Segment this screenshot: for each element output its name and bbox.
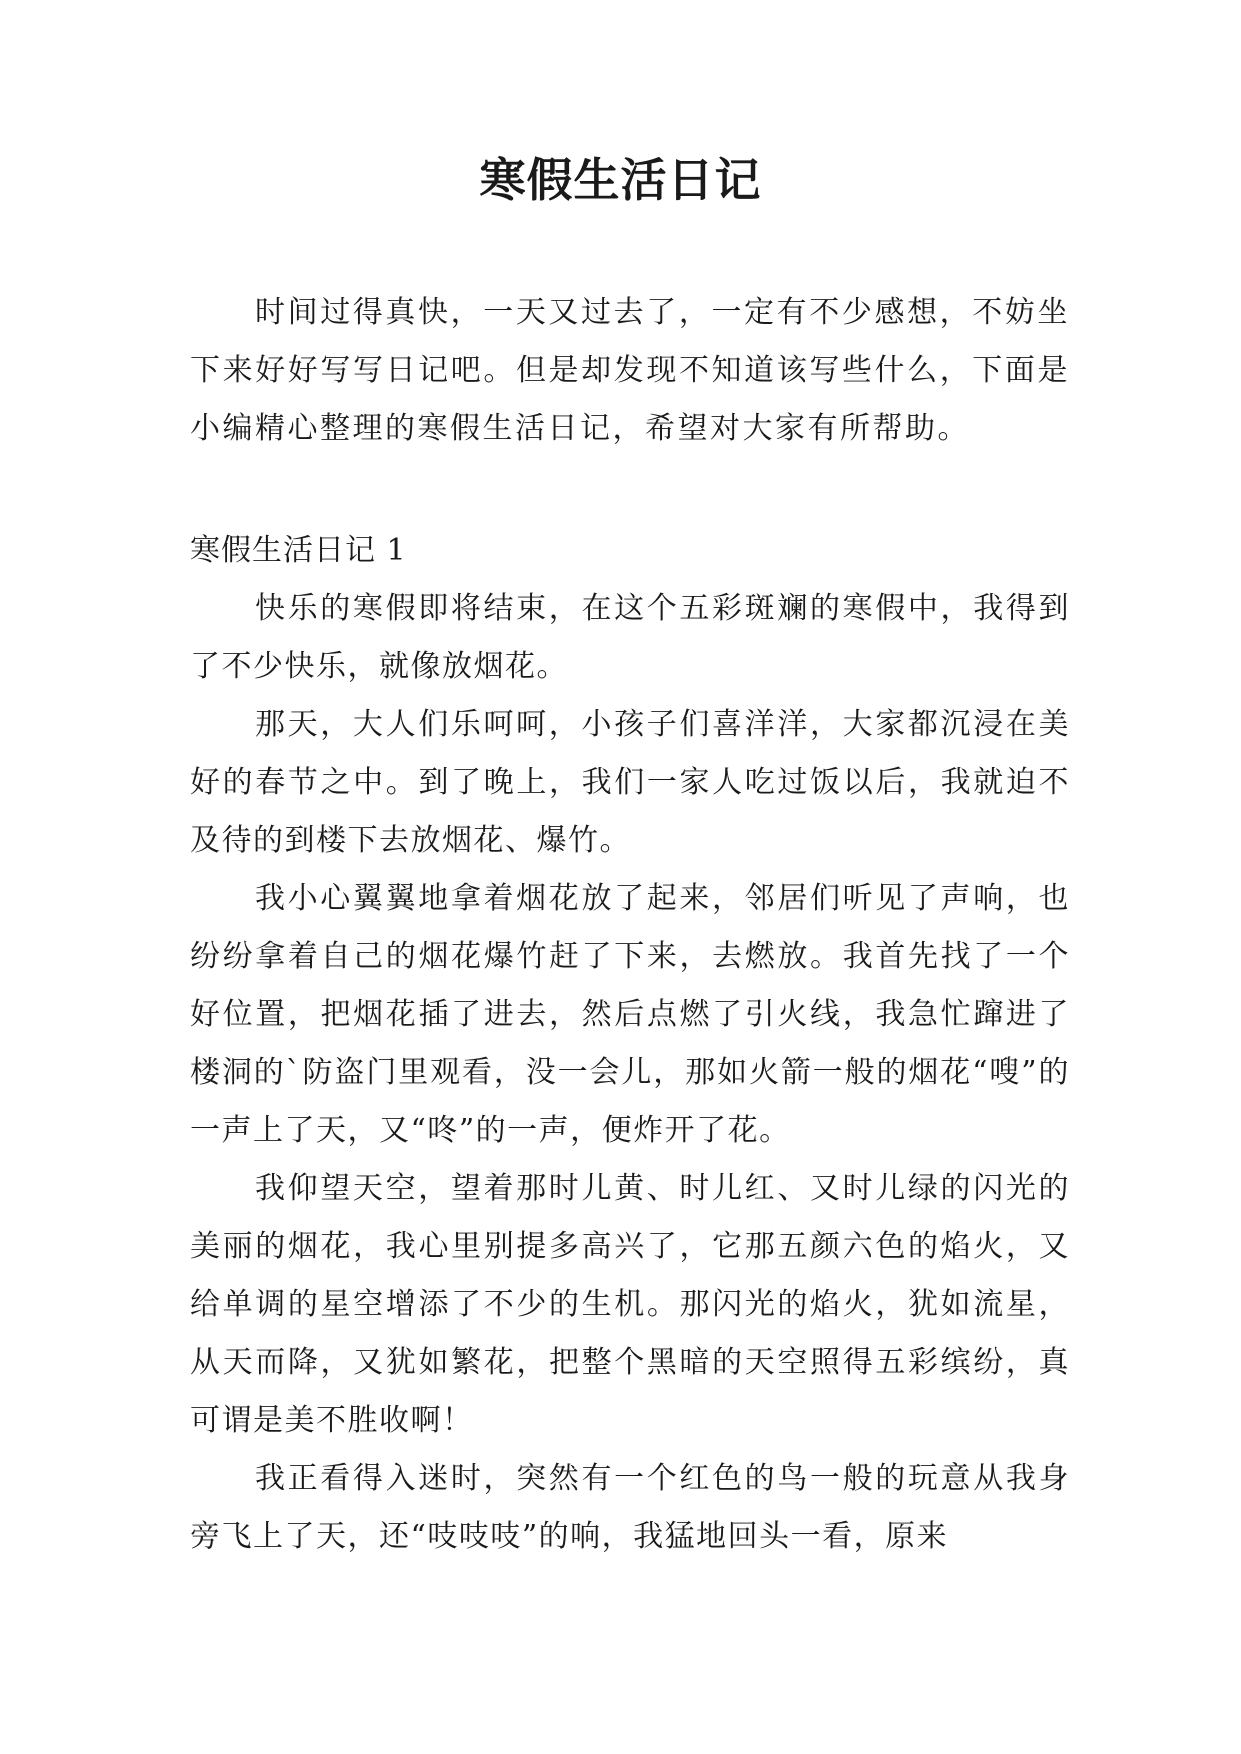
paragraph-1: 快乐的寒假即将结束，在这个五彩斑斓的寒假中，我得到了不少快乐，就像放烟花。 xyxy=(190,591,1070,684)
diary-body xyxy=(190,580,1070,1566)
paragraph-3: 我小心翼翼地拿着烟花放了起来，邻居们听见了声响，也纷纷拿着自己的烟花爆竹赶了下来，去燃放。我首先找了一个好位置，把烟花插了进去，然后点燃了引火线，我急忙蹿进了楼洞的`防盗门里观看，没一会儿，那如火箭一般的烟花“嗖”的一声上了天，又“咚”的一声，便炸开了花。 xyxy=(190,881,1070,1148)
paragraph-2: 那天，大人们乐呵呵，小孩子们喜洋洋，大家都沉浸在美好的春节之中。到了晚上，我们一家人吃过饭以后，我就迫不及待的到楼下去放烟花、爆竹。 xyxy=(190,707,1070,858)
intro-paragraph: 时间过得真快，一天又过去了，一定有不少感想，不妨坐下来好好写写日记吧。但是却发现不知道该写些什么，下面是小编精心整理的寒假生活日记，希望对大家有所帮助。 xyxy=(190,295,1070,446)
paragraph-5: 我正看得入迷时，突然有一个红色的鸟一般的玩意从我身旁飞上了天，还“吱吱吱”的响，我猛地回头一看，原来 xyxy=(190,1461,1070,1554)
document-title: 寒假生活日记 xyxy=(479,153,762,207)
section-heading: 寒假生活日记 1 xyxy=(190,533,407,568)
paragraph-4: 我仰望天空，望着那时儿黄、时儿红、又时儿绿的闪光的美丽的烟花，我心里别提多高兴了，它那五颜六色的焰火，又给单调的星空增添了不少的生机。那闪光的焰火，犹如流星，从天而降，又犹如繁花，把整个黑暗的天空照得五彩缤纷，真可谓是美不胜收啊！ xyxy=(190,1171,1070,1438)
